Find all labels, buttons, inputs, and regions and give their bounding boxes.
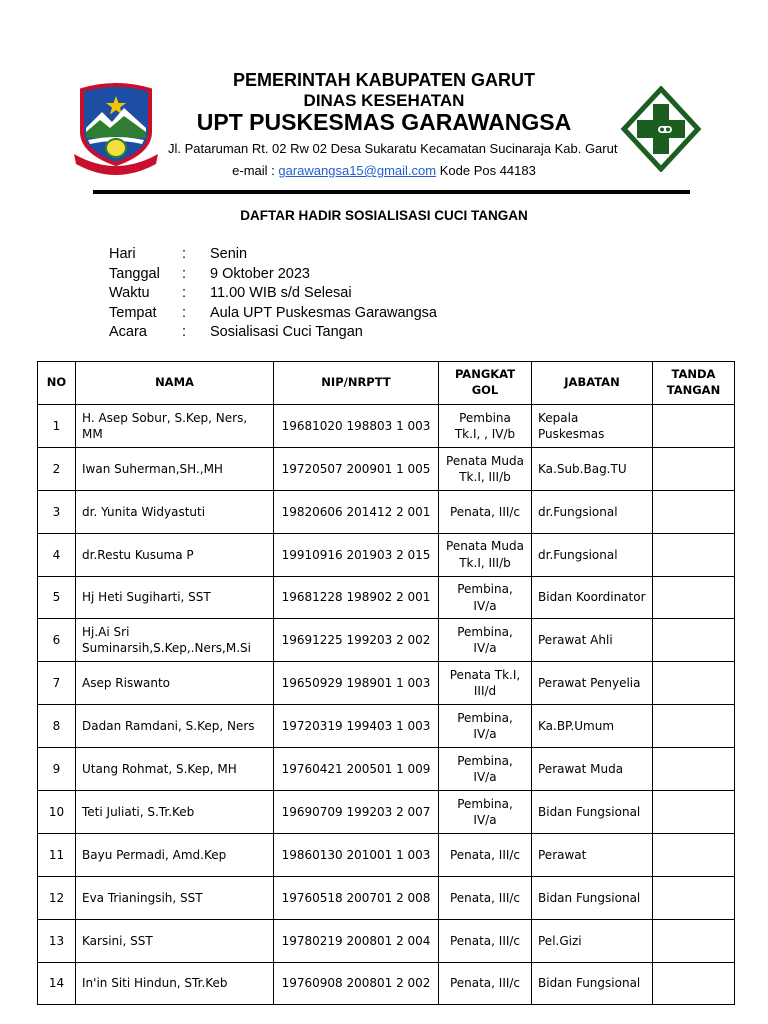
cell-no: 10	[38, 791, 76, 834]
cell-nip: 19720507 200901 1 005	[274, 447, 439, 490]
info-colon: :	[182, 246, 187, 262]
cell-nip: 19910916 201903 2 015	[274, 533, 439, 576]
cell-pangkat-gol: Penata Muda Tk.I, III/b	[439, 447, 532, 490]
cell-nama: In'in Siti Hindun, STr.Keb	[76, 962, 274, 1005]
table-row	[38, 405, 735, 448]
email-line	[0, 163, 768, 178]
cell-no: 13	[38, 919, 76, 962]
government-title: PEMERINTAH KABUPATEN GARUT	[233, 70, 535, 90]
cell-pangkat-gol: Pembina, IV/a	[439, 619, 532, 662]
info-colon: :	[182, 285, 187, 302]
cell-no: 8	[38, 705, 76, 748]
cell-tanda-tangan	[653, 405, 735, 448]
table-row	[38, 576, 735, 619]
header-pangkat-gol	[439, 362, 532, 405]
cell-jabatan: Ka.BP.Umum	[532, 705, 653, 748]
cell-tanda-tangan	[653, 876, 735, 919]
cell-nama: dr.Restu Kusuma P	[76, 533, 274, 576]
cell-jabatan: Perawat Ahli	[532, 619, 653, 662]
cell-tanda-tangan	[653, 490, 735, 533]
header-pangkat: PANGKAT	[454, 367, 516, 382]
cell-no: 4	[38, 533, 76, 576]
cell-nama: Eva Trianingsih, SST	[76, 876, 274, 919]
cell-nama: Dadan Ramdani, S.Kep, Ners	[76, 705, 274, 748]
institution-title: UPT PUSKESMAS GARAWANGSA	[196, 109, 572, 135]
cell-no: 12	[38, 876, 76, 919]
cell-pangkat-gol: Penata, III/c	[439, 962, 532, 1005]
document-title: DAFTAR HADIR SOSIALISASI CUCI TANGAN	[240, 208, 528, 223]
info-label: Hari	[109, 246, 136, 262]
cell-nama: Hj.Ai Sri Suminarsih,S.Kep,.Ners,M.Si	[76, 619, 274, 662]
postal-code: Kode Pos 44183	[436, 163, 536, 178]
cell-jabatan: Ka.Sub.Bag.TU	[532, 447, 653, 490]
table-row	[38, 833, 735, 876]
header-nip: NIP/NRPTT	[274, 362, 439, 405]
table-row	[38, 791, 735, 834]
email-link[interactable]: garawangsa15@gmail.com	[278, 163, 437, 178]
table-row	[38, 962, 735, 1005]
cell-nip: 19720319 199403 1 003	[274, 705, 439, 748]
letterhead	[0, 0, 768, 200]
cell-jabatan: Bidan Fungsional	[532, 962, 653, 1005]
header-no: NO	[38, 362, 76, 405]
cell-jabatan: Kepala Puskesmas	[532, 405, 653, 448]
info-value: Aula UPT Puskesmas Garawangsa	[210, 304, 438, 321]
info-value: Sosialisasi Cuci Tangan	[210, 324, 363, 341]
header-divider	[93, 190, 690, 194]
table-row	[38, 490, 735, 533]
cell-jabatan: Bidan Koordinator	[532, 576, 653, 619]
cell-jabatan: Pel.Gizi	[532, 919, 653, 962]
email-prefix: e-mail :	[232, 163, 279, 178]
cell-no: 14	[38, 962, 76, 1005]
info-label: Acara	[109, 324, 147, 341]
cell-jabatan: Bidan Fungsional	[532, 876, 653, 919]
info-label: Waktu	[109, 285, 150, 302]
cell-tanda-tangan	[653, 705, 735, 748]
cell-no: 7	[38, 662, 76, 705]
address: Jl. Pataruman Rt. 02 Rw 02 Desa Sukaratu Kecamatan Sucinaraja Kab. Garut	[168, 141, 618, 156]
cell-tanda-tangan	[653, 833, 735, 876]
cell-nip: 19780219 200801 2 004	[274, 919, 439, 962]
cell-pangkat-gol: Penata, III/c	[439, 490, 532, 533]
cell-nip: 19650929 198901 1 003	[274, 662, 439, 705]
cell-jabatan: Perawat Penyelia	[532, 662, 653, 705]
table-row	[38, 748, 735, 791]
cell-tanda-tangan	[653, 619, 735, 662]
cell-tanda-tangan	[653, 662, 735, 705]
cell-no: 5	[38, 576, 76, 619]
cell-nama: Asep Riswanto	[76, 662, 274, 705]
info-value: Senin	[210, 246, 248, 262]
info-value: 11.00 WIB s/d Selesai	[210, 285, 352, 302]
table-row	[38, 533, 735, 576]
cell-nama: Iwan Suherman,SH.,MH	[76, 447, 274, 490]
table-row	[38, 619, 735, 662]
cell-no: 3	[38, 490, 76, 533]
info-value: 9 Oktober 2023	[210, 265, 310, 282]
table-header-row	[38, 362, 735, 405]
cell-jabatan: dr.Fungsional	[532, 490, 653, 533]
cell-pangkat-gol: Pembina, IV/a	[439, 748, 532, 791]
table-row	[38, 919, 735, 962]
cell-pangkat-gol: Pembina Tk.I, , IV/b	[439, 405, 532, 448]
cell-no: 1	[38, 405, 76, 448]
table-body	[38, 405, 735, 1005]
cell-pangkat-gol: Penata, III/c	[439, 876, 532, 919]
cell-pangkat-gol: Penata, III/c	[439, 919, 532, 962]
cell-nip: 19691225 199203 2 002	[274, 619, 439, 662]
cell-jabatan: Perawat Muda	[532, 748, 653, 791]
cell-nip: 19760421 200501 1 009	[274, 748, 439, 791]
header-gol: GOL	[471, 383, 499, 397]
info-label: Tempat	[109, 304, 157, 321]
header-jabatan: JABATAN	[532, 362, 653, 405]
cell-tanda-tangan	[653, 962, 735, 1005]
cell-nip: 19760518 200701 2 008	[274, 876, 439, 919]
cell-nip: 19820606 201412 2 001	[274, 490, 439, 533]
cell-pangkat-gol: Pembina, IV/a	[439, 705, 532, 748]
agency-title: DINAS KESEHATAN	[303, 91, 465, 110]
table-row	[38, 662, 735, 705]
cell-no: 6	[38, 619, 76, 662]
table-row	[38, 447, 735, 490]
cell-nama: dr. Yunita Widyastuti	[76, 490, 274, 533]
info-colon: :	[182, 265, 187, 282]
cell-tanda-tangan	[653, 919, 735, 962]
cell-tanda-tangan	[653, 748, 735, 791]
cell-tanda-tangan	[653, 447, 735, 490]
cell-pangkat-gol: Pembina, IV/a	[439, 791, 532, 834]
cell-no: 9	[38, 748, 76, 791]
cell-jabatan: Perawat	[532, 833, 653, 876]
cell-nip: 19860130 201001 1 003	[274, 833, 439, 876]
info-label: Tanggal	[109, 265, 160, 282]
cell-nip: 19681228 198902 2 001	[274, 576, 439, 619]
header-nama: NAMA	[76, 362, 274, 405]
cell-jabatan: dr.Fungsional	[532, 533, 653, 576]
cell-nama: H. Asep Sobur, S.Kep, Ners, MM	[76, 405, 274, 448]
cell-nama: Teti Juliati, S.Tr.Keb	[76, 791, 274, 834]
cell-tanda-tangan	[653, 576, 735, 619]
cell-nip: 19681020 198803 1 003	[274, 405, 439, 448]
cell-nama: Karsini, SST	[76, 919, 274, 962]
header-tanda: TANDA	[671, 367, 716, 382]
info-colon: :	[182, 324, 187, 341]
header-tangan: TANGAN	[666, 383, 721, 397]
cell-pangkat-gol: Penata Muda Tk.I, III/b	[439, 533, 532, 576]
cell-no: 2	[38, 447, 76, 490]
info-colon: :	[182, 304, 187, 321]
cell-nip: 19760908 200801 2 002	[274, 962, 439, 1005]
cell-pangkat-gol: Pembina, IV/a	[439, 576, 532, 619]
table-row	[38, 876, 735, 919]
cell-nama: Bayu Permadi, Amd.Kep	[76, 833, 274, 876]
cell-nip: 19690709 199203 2 007	[274, 791, 439, 834]
header-tanda-tangan	[653, 362, 735, 405]
cell-jabatan: Bidan Fungsional	[532, 791, 653, 834]
cell-tanda-tangan	[653, 791, 735, 834]
attendance-table	[37, 361, 735, 1005]
cell-tanda-tangan	[653, 533, 735, 576]
cell-nama: Hj Heti Sugiharti, SST	[76, 576, 274, 619]
cell-pangkat-gol: Penata Tk.I, III/d	[439, 662, 532, 705]
cell-pangkat-gol: Penata, III/c	[439, 833, 532, 876]
cell-nama: Utang Rohmat, S.Kep, MH	[76, 748, 274, 791]
cell-no: 11	[38, 833, 76, 876]
table-row	[38, 705, 735, 748]
